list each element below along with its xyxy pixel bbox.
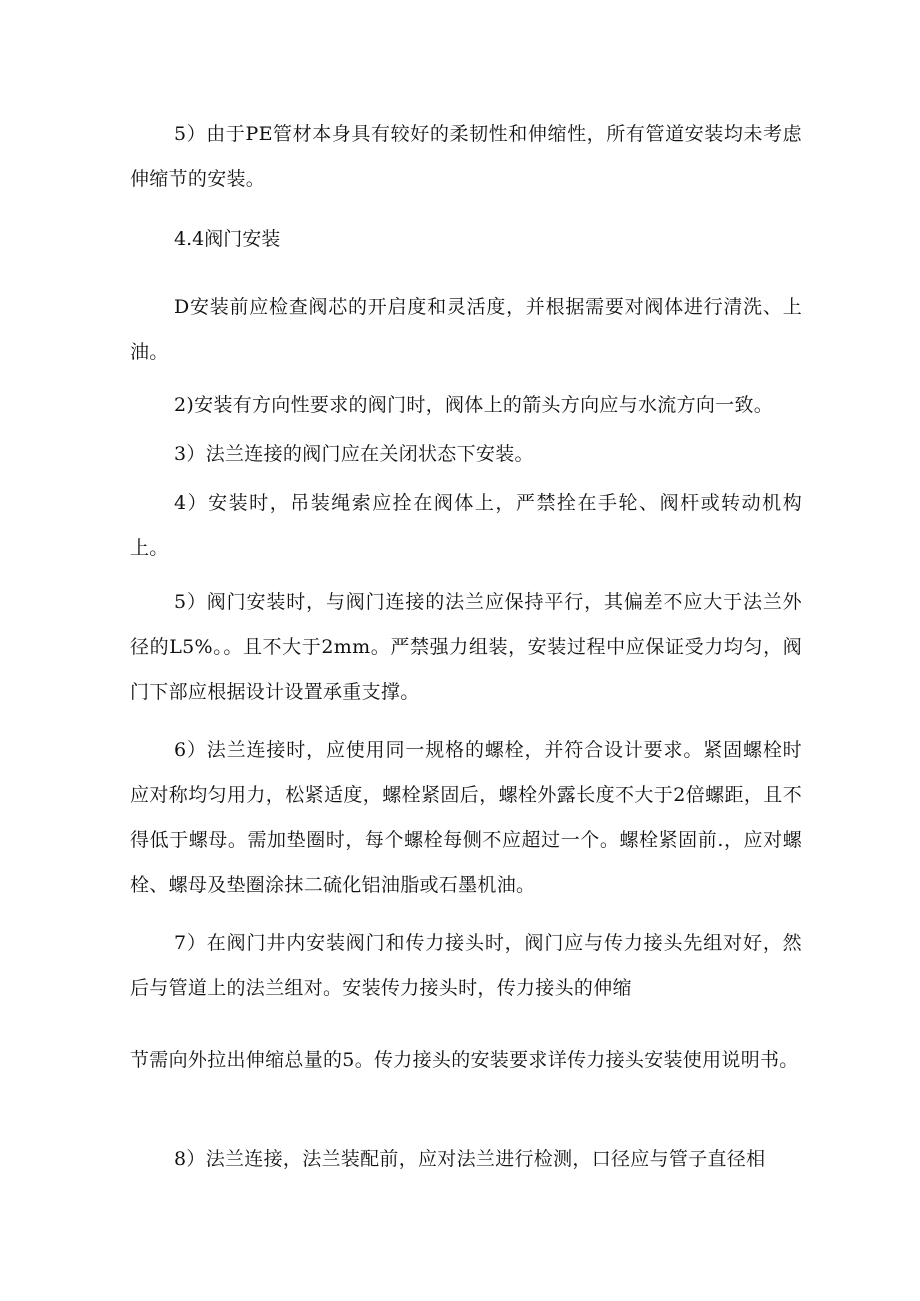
paragraph-pe-pipe-flexibility: 5）由于PE管材本身具有较好的柔韧性和伸缩性，所有管道安装均未考虑伸缩节的安装。 (130, 123, 802, 190)
paragraph-valve-direction: 2)安装有方向性要求的阀门时，阀体上的箭头方向应与水流方向一致。 (174, 394, 774, 416)
paragraph-lifting-rope: 4）安装时，吊装绳索应拴在阀体上，严禁拴在手轮、阀杆或转动机构上。 (130, 492, 802, 559)
paragraph-expansion-joint: 节需向外拉出伸缩总量的5。传力接头的安装要求详传力接头安装使用说明书。 (130, 1049, 799, 1071)
paragraph-flange-parallel: 5）阀门安装时，与阀门连接的法兰应保持平行，其偏差不应大于法兰外径的L5%。。且不大于2mm。严禁强力组装，安装过程中应保证受力均匀，阀门下部应根据设计设置承重支撑。 (130, 591, 802, 703)
paragraph-valve-inspection: D安装前应检查阀芯的开启度和灵活度，并根据需要对阀体进行清洗、上油。 (130, 296, 802, 363)
paragraph-valve-well: 7）在阀门井内安装阀门和传力接头时，阀门应与传力接头先组对好，然后与管道上的法兰组对。安装传力接头时，传力接头的伸缩 (130, 932, 802, 999)
paragraph-flange-closed-state: 3）法兰连接的阀门应在关闭状态下安装。 (174, 443, 534, 465)
paragraph-flange-detection: 8）法兰连接，法兰装配前，应对法兰进行检测，口径应与管子直径相 (174, 1148, 766, 1170)
section-heading-valve-installation: 4.4阀门安装 (174, 228, 281, 250)
paragraph-bolt-tightening: 6）法兰连接时，应使用同一规格的螺栓，并符合设计要求。紧固螺栓时应对称均匀用力，松紧适度，螺栓紧固后，螺栓外露长度不大于2倍螺距，且不得低于螺母。需加垫圈时，每个螺栓每侧不应超过一个。螺栓紧固前.，应对螺栓、螺母及垫圈涂抹二硫化铝油脂或石墨机油。 (130, 739, 802, 896)
